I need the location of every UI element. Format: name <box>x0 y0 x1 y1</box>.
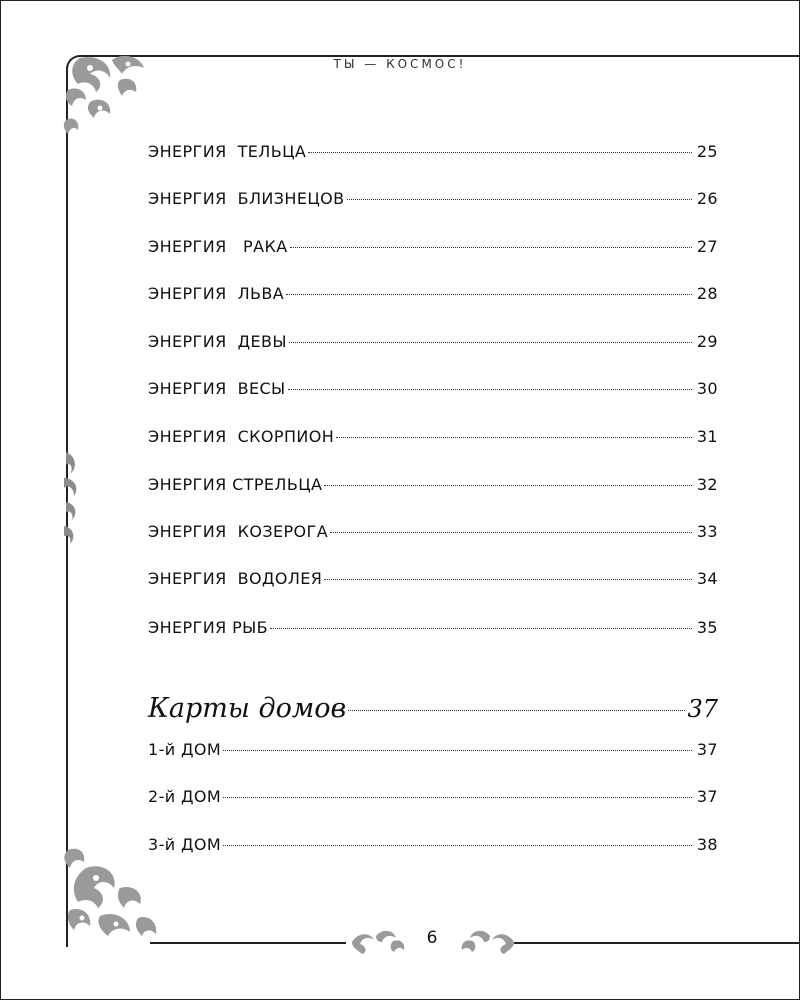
toc-entry-libra[interactable] <box>148 379 718 398</box>
toc-entry-label: ЭНЕРГИЯ РАКА <box>148 237 288 256</box>
toc-entry-virgo[interactable] <box>148 332 718 351</box>
toc-entry-label: ЭНЕРГИЯ РЫБ <box>148 618 269 637</box>
dot-leader <box>223 797 692 798</box>
toc-entry-label: ЭНЕРГИЯ СКОРПИОН <box>148 427 335 446</box>
section-title: Карты домов <box>148 693 347 724</box>
toc-entry-label: ЭНЕРГИЯ ТЕЛЬЦА <box>148 142 307 161</box>
toc-entry-page: 32 <box>696 475 718 494</box>
toc-entry-label: ЭНЕРГИЯ ДЕВЫ <box>148 332 287 351</box>
toc-entry-house-3[interactable] <box>148 835 718 854</box>
toc-entry-page: 37 <box>696 740 718 759</box>
toc-entry-label: ЭНЕРГИЯ ВОДОЛЕЯ <box>148 569 323 588</box>
toc-entry-gemini[interactable] <box>148 189 718 208</box>
toc-entry-page: 26 <box>696 189 718 208</box>
scroll-ornament-icon <box>458 922 518 956</box>
toc-entry-leo[interactable] <box>148 284 718 303</box>
toc-entry-page: 30 <box>696 379 718 398</box>
dot-leader <box>336 437 692 438</box>
scroll-ornament-icon <box>348 922 408 956</box>
dot-leader <box>324 579 692 580</box>
toc-section-houses[interactable] <box>148 693 718 724</box>
toc-entry-page: 28 <box>696 284 718 303</box>
dot-leader <box>290 247 692 248</box>
toc-entry-label: 3-й ДОМ <box>148 835 222 854</box>
dot-leader <box>347 199 692 200</box>
toc-entry-page: 38 <box>696 835 718 854</box>
toc-entry-page: 31 <box>696 427 718 446</box>
page-number: 6 <box>426 928 438 948</box>
toc-entry-aquarius[interactable] <box>148 569 718 588</box>
scroll-ornament-icon <box>60 448 90 548</box>
toc-entry-scorpio[interactable] <box>148 427 718 446</box>
dot-leader <box>324 485 692 486</box>
dot-leader <box>330 532 692 533</box>
toc-entry-label: ЭНЕРГИЯ СТРЕЛЬЦА <box>148 475 323 494</box>
footer-rule <box>150 942 346 944</box>
dot-leader <box>289 342 692 343</box>
toc-entry-page: 37 <box>696 787 718 806</box>
dot-leader <box>288 389 692 390</box>
toc-entry-label: ЭНЕРГИЯ ВЕСЫ <box>148 379 286 398</box>
dot-leader <box>348 710 685 711</box>
toc-entry-taurus[interactable] <box>148 142 718 161</box>
dot-leader <box>308 152 692 153</box>
toc-entry-pisces[interactable] <box>148 618 718 637</box>
toc-entry-page: 25 <box>696 142 718 161</box>
toc-entry-label: 1-й ДОМ <box>148 740 222 759</box>
toc-entry-house-1[interactable] <box>148 740 718 759</box>
section-page: 37 <box>687 695 718 723</box>
toc-entry-label: ЭНЕРГИЯ ЛЬВА <box>148 284 285 303</box>
floral-ornament-icon <box>60 50 160 150</box>
footer-rule <box>514 942 800 944</box>
dot-leader <box>223 750 692 751</box>
toc-entry-page: 34 <box>696 569 718 588</box>
toc-entry-page: 35 <box>696 618 718 637</box>
dot-leader <box>223 845 692 846</box>
toc-entry-page: 27 <box>696 237 718 256</box>
toc-entry-page: 33 <box>696 522 718 541</box>
dot-leader <box>286 294 692 295</box>
toc-entry-house-2[interactable] <box>148 787 718 806</box>
toc-entry-label: ЭНЕРГИЯ КОЗЕРОГА <box>148 522 329 541</box>
running-title: ТЫ — КОСМОС! <box>333 57 467 71</box>
toc-entry-label: 2-й ДОМ <box>148 787 222 806</box>
toc-entry-sagittarius[interactable] <box>148 475 718 494</box>
toc-entry-label: ЭНЕРГИЯ БЛИЗНЕЦОВ <box>148 189 345 208</box>
toc-entry-capricorn[interactable] <box>148 522 718 541</box>
dot-leader <box>270 628 692 629</box>
toc-entry-cancer[interactable] <box>148 237 718 256</box>
toc-entry-page: 29 <box>696 332 718 351</box>
